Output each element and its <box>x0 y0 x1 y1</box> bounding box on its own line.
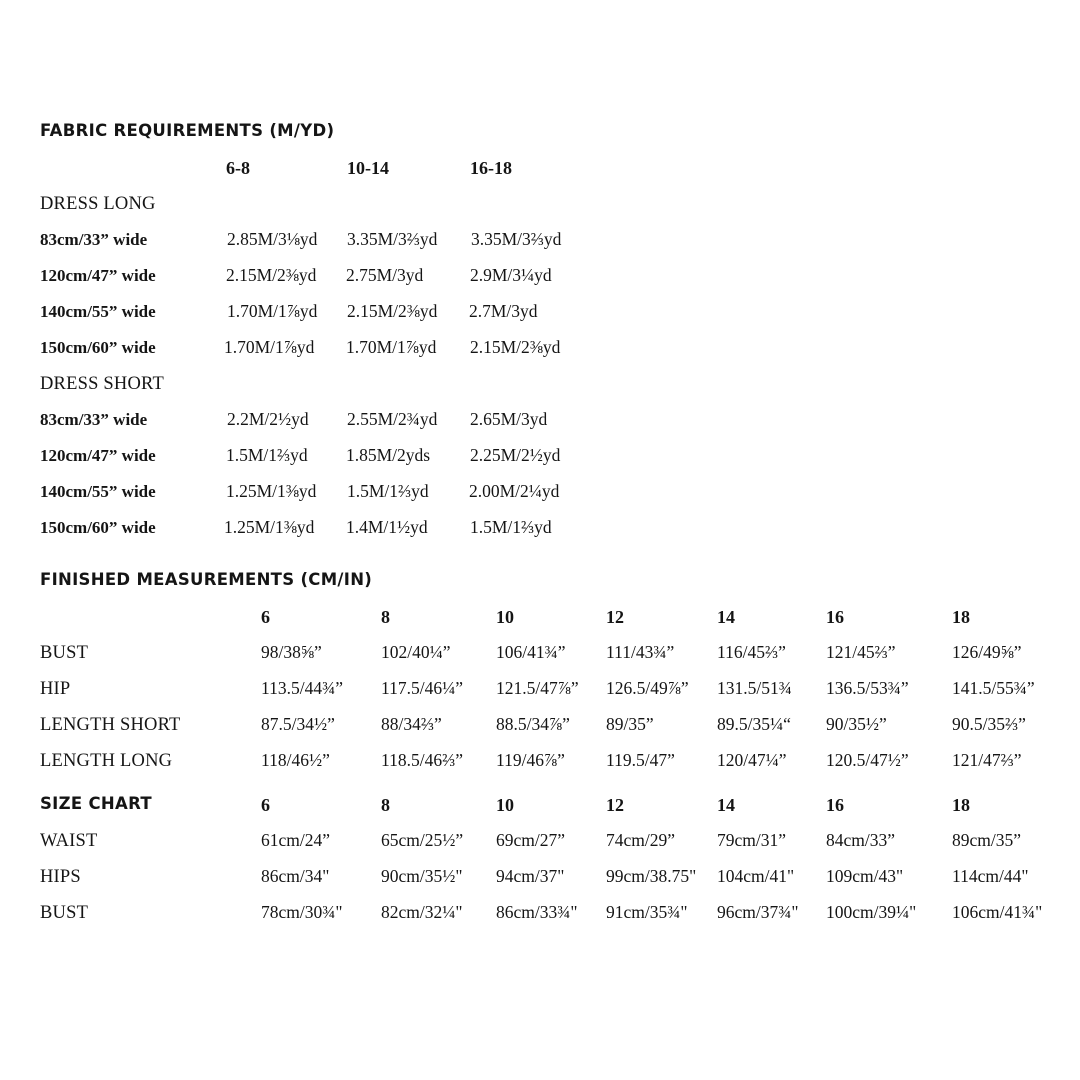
size-chart-cell: 86cm/33¾" <box>496 902 578 922</box>
finished-cell: 121/47⅔” <box>952 750 1022 770</box>
fabric-cell: 1.70M/1⅞yd <box>227 301 318 321</box>
fabric-cell: 1.5M/1⅔yd <box>347 481 429 501</box>
finished-cell: 131.5/51¾ <box>717 678 792 698</box>
fabric-col-header: 16-18 <box>470 158 512 178</box>
finished-col-header: 6 <box>261 607 270 627</box>
size-chart-row-label: WAIST <box>40 831 98 851</box>
dress-long-section-label: DRESS LONG <box>40 194 156 214</box>
finished-cell: 119.5/47” <box>606 750 675 770</box>
finished-col-header: 16 <box>826 607 844 627</box>
finished-cell: 136.5/53¾” <box>826 678 909 698</box>
fabric-cell: 1.70M/1⅞yd <box>224 337 315 357</box>
size-chart-cell: 96cm/37¾" <box>717 902 799 922</box>
fabric-cell: 3.35M/3⅔yd <box>471 229 562 249</box>
finished-cell: 126.5/49⅞” <box>606 678 689 698</box>
size-chart-col-header: 8 <box>381 795 390 815</box>
finished-cell: 89.5/35¼“ <box>717 714 791 734</box>
finished-cell: 121.5/47⅞” <box>496 678 579 698</box>
fabric-row-label: 120cm/47” wide <box>40 446 156 465</box>
size-chart-cell: 74cm/29” <box>606 830 676 850</box>
fabric-requirements-heading: FABRIC REQUIREMENTS (M/YD) <box>40 121 335 140</box>
size-chart-cell: 94cm/37" <box>496 866 565 886</box>
finished-cell: 88.5/34⅞” <box>496 714 570 734</box>
fabric-cell: 2.2M/2½yd <box>227 409 309 429</box>
finished-row-label: BUST <box>40 643 89 663</box>
fabric-cell: 1.5M/1⅔yd <box>226 445 308 465</box>
fabric-cell: 2.15M/2⅜yd <box>226 265 317 285</box>
fabric-row-label: 150cm/60” wide <box>40 338 156 357</box>
finished-cell: 118.5/46⅔” <box>381 750 463 770</box>
finished-measurements-heading: FINISHED MEASUREMENTS (CM/IN) <box>40 570 373 589</box>
fabric-cell: 1.85M/2yds <box>346 445 431 465</box>
finished-cell: 113.5/44¾” <box>261 678 343 698</box>
dress-short-section-label: DRESS SHORT <box>40 374 164 394</box>
size-chart-cell: 91cm/35¾" <box>606 902 688 922</box>
finished-col-header: 18 <box>952 607 970 627</box>
size-chart-cell: 84cm/33” <box>826 830 896 850</box>
finished-row-label: LENGTH SHORT <box>40 715 181 735</box>
size-chart-cell: 86cm/34" <box>261 866 330 886</box>
size-chart-cell: 109cm/43" <box>826 866 904 886</box>
fabric-row-label: 150cm/60” wide <box>40 518 156 537</box>
fabric-row-label: 140cm/55” wide <box>40 482 156 501</box>
size-chart-row-label: BUST <box>40 903 89 923</box>
size-chart-cell: 106cm/41¾" <box>952 902 1043 922</box>
finished-cell: 111/43¾” <box>606 642 675 662</box>
finished-cell: 116/45⅔” <box>717 642 786 662</box>
size-chart-cell: 79cm/31” <box>717 830 787 850</box>
size-chart-col-header: 18 <box>952 795 970 815</box>
fabric-cell: 2.9M/3¼yd <box>470 265 552 285</box>
size-chart-cell: 104cm/41" <box>717 866 795 886</box>
finished-col-header: 12 <box>606 607 624 627</box>
size-chart-col-header: 12 <box>606 795 624 815</box>
size-chart-col-header: 6 <box>261 795 270 815</box>
finished-cell: 90.5/35⅔” <box>952 714 1026 734</box>
size-chart-heading: SIZE CHART <box>40 794 152 813</box>
finished-cell: 87.5/34½” <box>261 714 335 734</box>
finished-cell: 119/46⅞” <box>496 750 565 770</box>
size-chart-cell: 100cm/39¼" <box>826 902 917 922</box>
finished-cell: 90/35½” <box>826 714 887 734</box>
fabric-cell: 2.75M/3yd <box>346 265 424 285</box>
size-chart-cell: 65cm/25½” <box>381 830 464 850</box>
finished-cell: 120/47¼” <box>717 750 787 770</box>
finished-cell: 98/38⅝” <box>261 642 322 662</box>
fabric-cell: 1.5M/1⅔yd <box>470 517 552 537</box>
fabric-row-label: 140cm/55” wide <box>40 302 156 321</box>
size-chart-cell: 69cm/27” <box>496 830 566 850</box>
size-chart-col-header: 10 <box>496 795 514 815</box>
finished-cell: 102/40¼” <box>381 642 451 662</box>
fabric-cell: 1.25M/1⅜yd <box>226 481 317 501</box>
size-chart-cell: 99cm/38.75" <box>606 866 697 886</box>
size-chart-cell: 61cm/24” <box>261 830 331 850</box>
fabric-cell: 2.85M/3⅛yd <box>227 229 318 249</box>
finished-col-header: 8 <box>381 607 390 627</box>
finished-cell: 89/35” <box>606 714 654 734</box>
finished-cell: 118/46½” <box>261 750 330 770</box>
size-chart-cell: 78cm/30¾" <box>261 902 343 922</box>
fabric-col-header: 6-8 <box>226 158 250 178</box>
size-chart-col-header: 16 <box>826 795 844 815</box>
fabric-col-header: 10-14 <box>347 158 389 178</box>
fabric-cell: 1.25M/1⅜yd <box>224 517 315 537</box>
finished-cell: 88/34⅔” <box>381 714 442 734</box>
fabric-cell: 2.15M/2⅜yd <box>347 301 438 321</box>
size-chart-cell: 114cm/44" <box>952 866 1029 886</box>
fabric-cell: 2.65M/3yd <box>470 409 548 429</box>
finished-col-header: 10 <box>496 607 514 627</box>
fabric-row-label: 83cm/33” wide <box>40 230 148 249</box>
size-chart-cell: 90cm/35½" <box>381 866 463 886</box>
fabric-cell: 2.00M/2¼yd <box>469 481 560 501</box>
size-chart-cell: 89cm/35” <box>952 830 1022 850</box>
finished-cell: 141.5/55¾” <box>952 678 1035 698</box>
finished-col-header: 14 <box>717 607 735 627</box>
fabric-cell: 2.15M/2⅜yd <box>470 337 561 357</box>
fabric-cell: 2.7M/3yd <box>469 301 538 321</box>
size-chart-cell: 82cm/32¼" <box>381 902 463 922</box>
finished-row-label: LENGTH LONG <box>40 751 173 771</box>
finished-row-label: HIP <box>40 679 71 699</box>
fabric-cell: 2.25M/2½yd <box>470 445 561 465</box>
finished-cell: 106/41¾” <box>496 642 566 662</box>
finished-cell: 121/45⅔” <box>826 642 896 662</box>
fabric-cell: 2.55M/2¾yd <box>347 409 438 429</box>
size-chart-col-header: 14 <box>717 795 735 815</box>
fabric-row-label: 120cm/47” wide <box>40 266 156 285</box>
finished-cell: 120.5/47½” <box>826 750 909 770</box>
finished-cell: 117.5/46¼” <box>381 678 463 698</box>
finished-cell: 126/49⅝” <box>952 642 1022 662</box>
fabric-cell: 1.4M/1½yd <box>346 517 428 537</box>
fabric-cell: 3.35M/3⅔yd <box>347 229 438 249</box>
fabric-row-label: 83cm/33” wide <box>40 410 148 429</box>
fabric-cell: 1.70M/1⅞yd <box>346 337 437 357</box>
size-chart-row-label: HIPS <box>40 867 81 887</box>
